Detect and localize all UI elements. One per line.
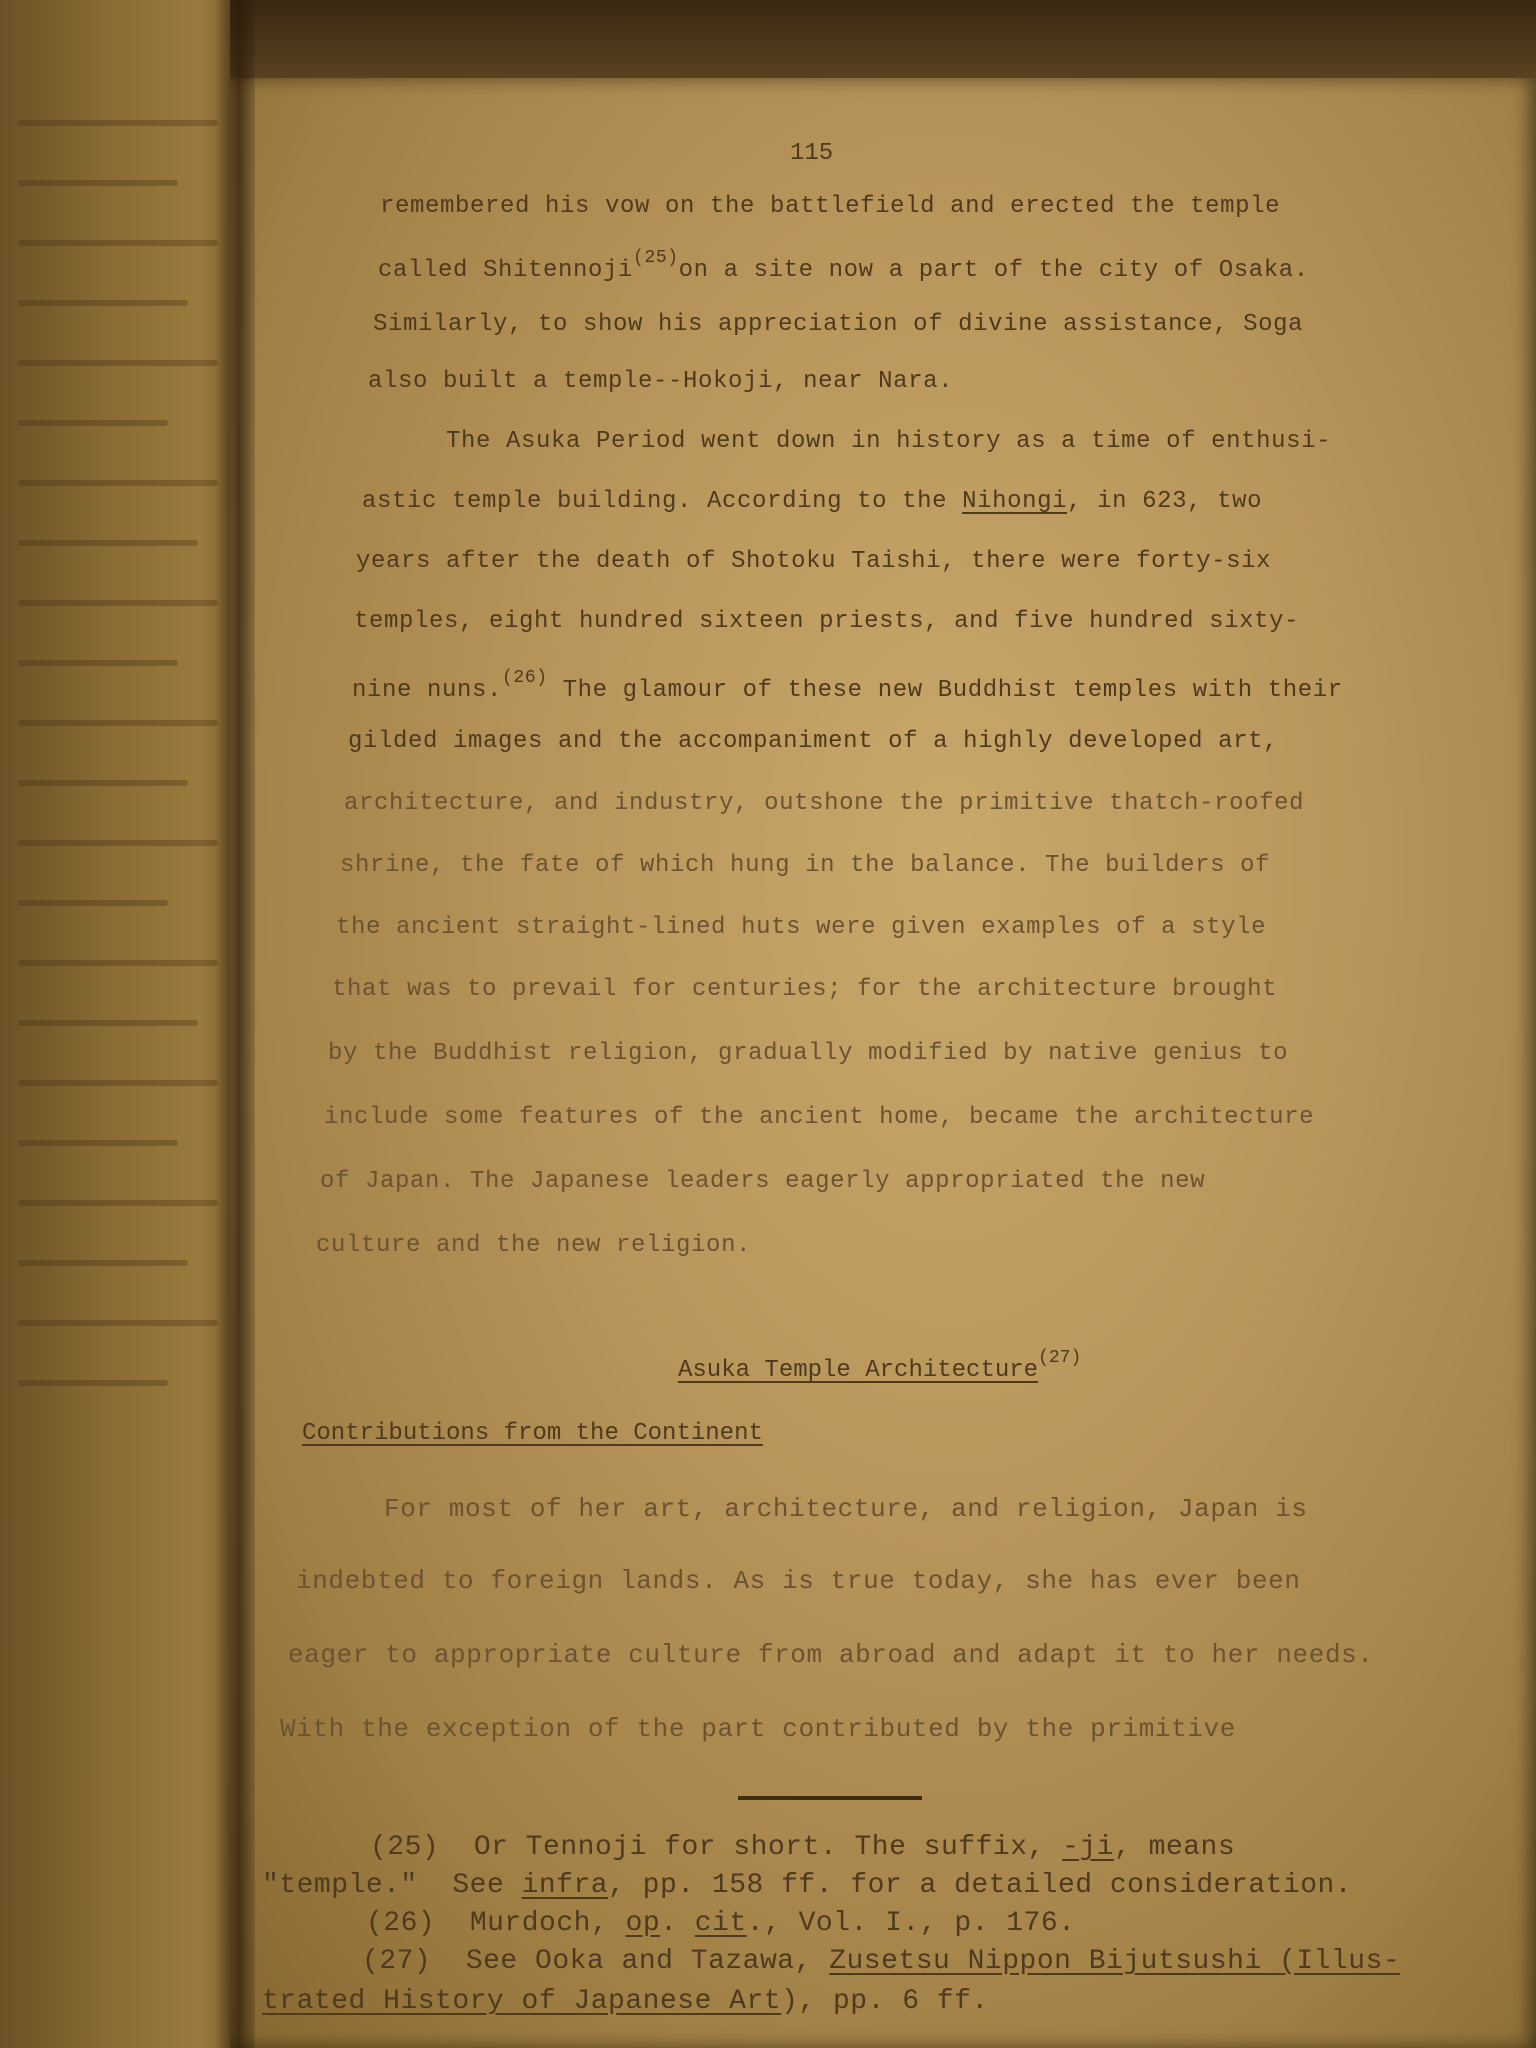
footnote-ref-25: (25) [633, 248, 679, 268]
book-top-shadow [230, 0, 1536, 80]
footnote-27-cont: trated History of Japanese Art), pp. 6 ff. [262, 1986, 989, 2017]
book-gutter [215, 0, 255, 2048]
footnote-25-cont: "temple." See infra, pp. 158 ff. for a detailed consideration. [262, 1870, 1353, 1901]
section-line: indebted to foreign lands. As is true today, she has ever been [296, 1566, 1301, 1596]
footnote-27: (27) See Ooka and Tazawa, Zusetsu Nippon Bijutsushi (Illus- [362, 1946, 1401, 1977]
body-line: called Shitennoji$^{(25)}$on a site now a part of the city of Osaka. [378, 248, 1309, 284]
body-line: also built a temple--Hokoji, near Nara. [368, 368, 954, 395]
footnote-25: (25) Or Tennoji for short. The suffix, -ji, means [370, 1832, 1236, 1863]
body-line: of Japan. The Japanese leaders eagerly appropriated the new [320, 1168, 1206, 1195]
body-line: years after the death of Shotoku Taishi, there were forty-six [356, 548, 1272, 575]
body-line: astic temple building. According to the Nihongi, in 623, two [362, 488, 1263, 515]
body-line: the ancient straight-lined huts were given examples of a style [336, 914, 1267, 941]
body-line: nine nuns.$^{(26)}$ The glamour of these new Buddhist temples with their [352, 668, 1343, 704]
body-line: The Asuka Period went down in history as a time of enthusi- [446, 428, 1332, 455]
footnote-26: (26) Murdoch, op. cit., Vol. I., p. 176. [366, 1908, 1076, 1939]
body-line: Similarly, to show his appreciation of divine assistance, Soga [373, 311, 1304, 338]
section-line: eager to appropriate culture from abroad and adapt it to her needs. [288, 1640, 1374, 1670]
body-line: remembered his vow on the battlefield and erected the temple [380, 193, 1281, 220]
nihongi-title: Nihongi [962, 488, 1068, 515]
section-line: For most of her art, architecture, and religion, Japan is [384, 1494, 1308, 1524]
body-line: gilded images and the accompaniment of a highly developed art, [348, 728, 1279, 755]
section-heading: Asuka Temple Architecture$^{(27)}$ [678, 1348, 1082, 1384]
body-line: culture and the new religion. [316, 1232, 752, 1259]
section-line: With the exception of the part contributed by the primitive [280, 1714, 1236, 1744]
subheading: Contributions from the Continent [302, 1420, 763, 1447]
body-line: temples, eight hundred sixteen priests, and five hundred sixty- [354, 608, 1300, 635]
page-number: 115 [790, 140, 834, 167]
footnote-divider [738, 1796, 922, 1800]
body-line: shrine, the fate of which hung in the balance. The builders of [340, 852, 1271, 879]
footnote-ref-26: (26) [502, 668, 548, 688]
body-line: by the Buddhist religion, gradually modified by native genius to [328, 1040, 1289, 1067]
facing-page-edge [0, 0, 250, 2048]
body-line: include some features of the ancient home, became the architecture [324, 1104, 1315, 1131]
body-line: architecture, and industry, outshone the primitive thatch-roofed [344, 790, 1305, 817]
body-line: that was to prevail for centuries; for the architecture brought [332, 976, 1278, 1003]
footnote-ref-27: (27) [1038, 1348, 1082, 1368]
